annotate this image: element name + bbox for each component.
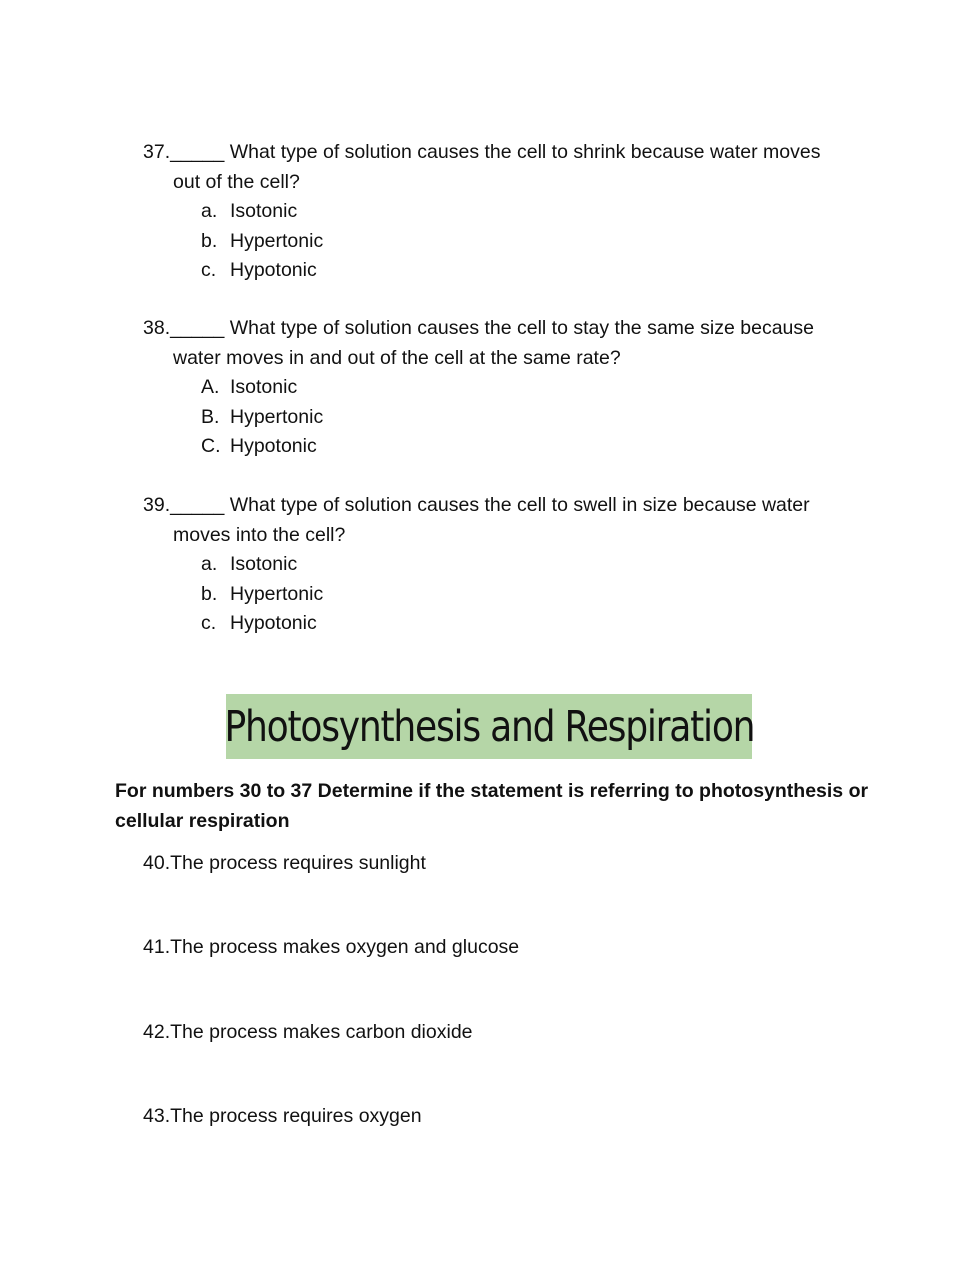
answer-blank: _____ [170, 317, 225, 339]
option-text: Hypotonic [230, 612, 317, 634]
option-text: Hypotonic [230, 435, 317, 457]
statement-42 [143, 1018, 473, 1048]
answer-option [143, 197, 883, 227]
question-text: What type of solution causes the cell to shrink because water moves [229, 141, 821, 163]
question-text-continued: moves into the cell? [173, 523, 346, 546]
question-stem [143, 491, 883, 521]
question-number: 37. [143, 141, 171, 163]
statement-text: The process requires sunlight [170, 852, 426, 874]
option-letter: b. [201, 229, 218, 252]
statement-41 [143, 933, 519, 963]
option-letter: B. [201, 405, 220, 428]
answer-blank: _____ [170, 141, 225, 163]
question-39 [143, 491, 883, 639]
question-text: What type of solution causes the cell to stay the same size because [229, 317, 814, 339]
option-letter: c. [201, 259, 217, 281]
option-text: Isotonic [230, 200, 298, 222]
statement-43 [143, 1102, 422, 1132]
section-title-banner [226, 694, 752, 759]
answer-option [143, 609, 883, 639]
question-number: 39. [143, 494, 171, 516]
option-text: Isotonic [230, 553, 298, 575]
option-letter: a. [201, 200, 218, 222]
statement-text: The process makes oxygen and glucose [170, 936, 520, 958]
option-text: Hypertonic [230, 229, 324, 252]
answer-blank: _____ [170, 494, 225, 516]
option-letter: A. [201, 376, 220, 398]
option-text: Isotonic [230, 376, 298, 398]
statement-number: 41. [143, 936, 171, 958]
statement-number: 43. [143, 1105, 171, 1127]
question-text-continued: water moves in and out of the cell at the same rate? [173, 346, 621, 369]
statement-text: The process requires oxygen [170, 1105, 422, 1127]
answer-option [143, 432, 883, 462]
statement-40 [143, 849, 426, 879]
option-letter: a. [201, 553, 218, 575]
question-stem [143, 314, 883, 344]
answer-option [143, 256, 883, 286]
statement-number: 40. [143, 852, 171, 874]
answer-option [143, 227, 883, 257]
instructions: For numbers 30 to 37 Determine if the statement is referring to photosynthesis or cellular respiration [115, 780, 869, 832]
option-letter: c. [201, 612, 217, 634]
option-text: Hypotonic [230, 259, 317, 281]
answer-option [143, 403, 883, 433]
option-text: Hypertonic [230, 582, 324, 605]
answer-option [143, 550, 883, 580]
option-letter: C. [201, 435, 221, 457]
question-stem [143, 138, 883, 168]
question-text-continued: out of the cell? [173, 170, 300, 193]
question-38 [143, 314, 883, 462]
option-text: Hypertonic [230, 405, 324, 428]
statement-number: 42. [143, 1021, 171, 1043]
statement-text: The process makes carbon dioxide [170, 1021, 473, 1043]
section-title: Photosynthesis and Respiration [224, 701, 754, 752]
option-letter: b. [201, 582, 218, 605]
question-text: What type of solution causes the cell to swell in size because water [229, 494, 810, 516]
question-number: 38. [143, 317, 171, 339]
answer-option [143, 580, 883, 610]
question-37 [143, 138, 883, 286]
answer-option [143, 373, 883, 403]
